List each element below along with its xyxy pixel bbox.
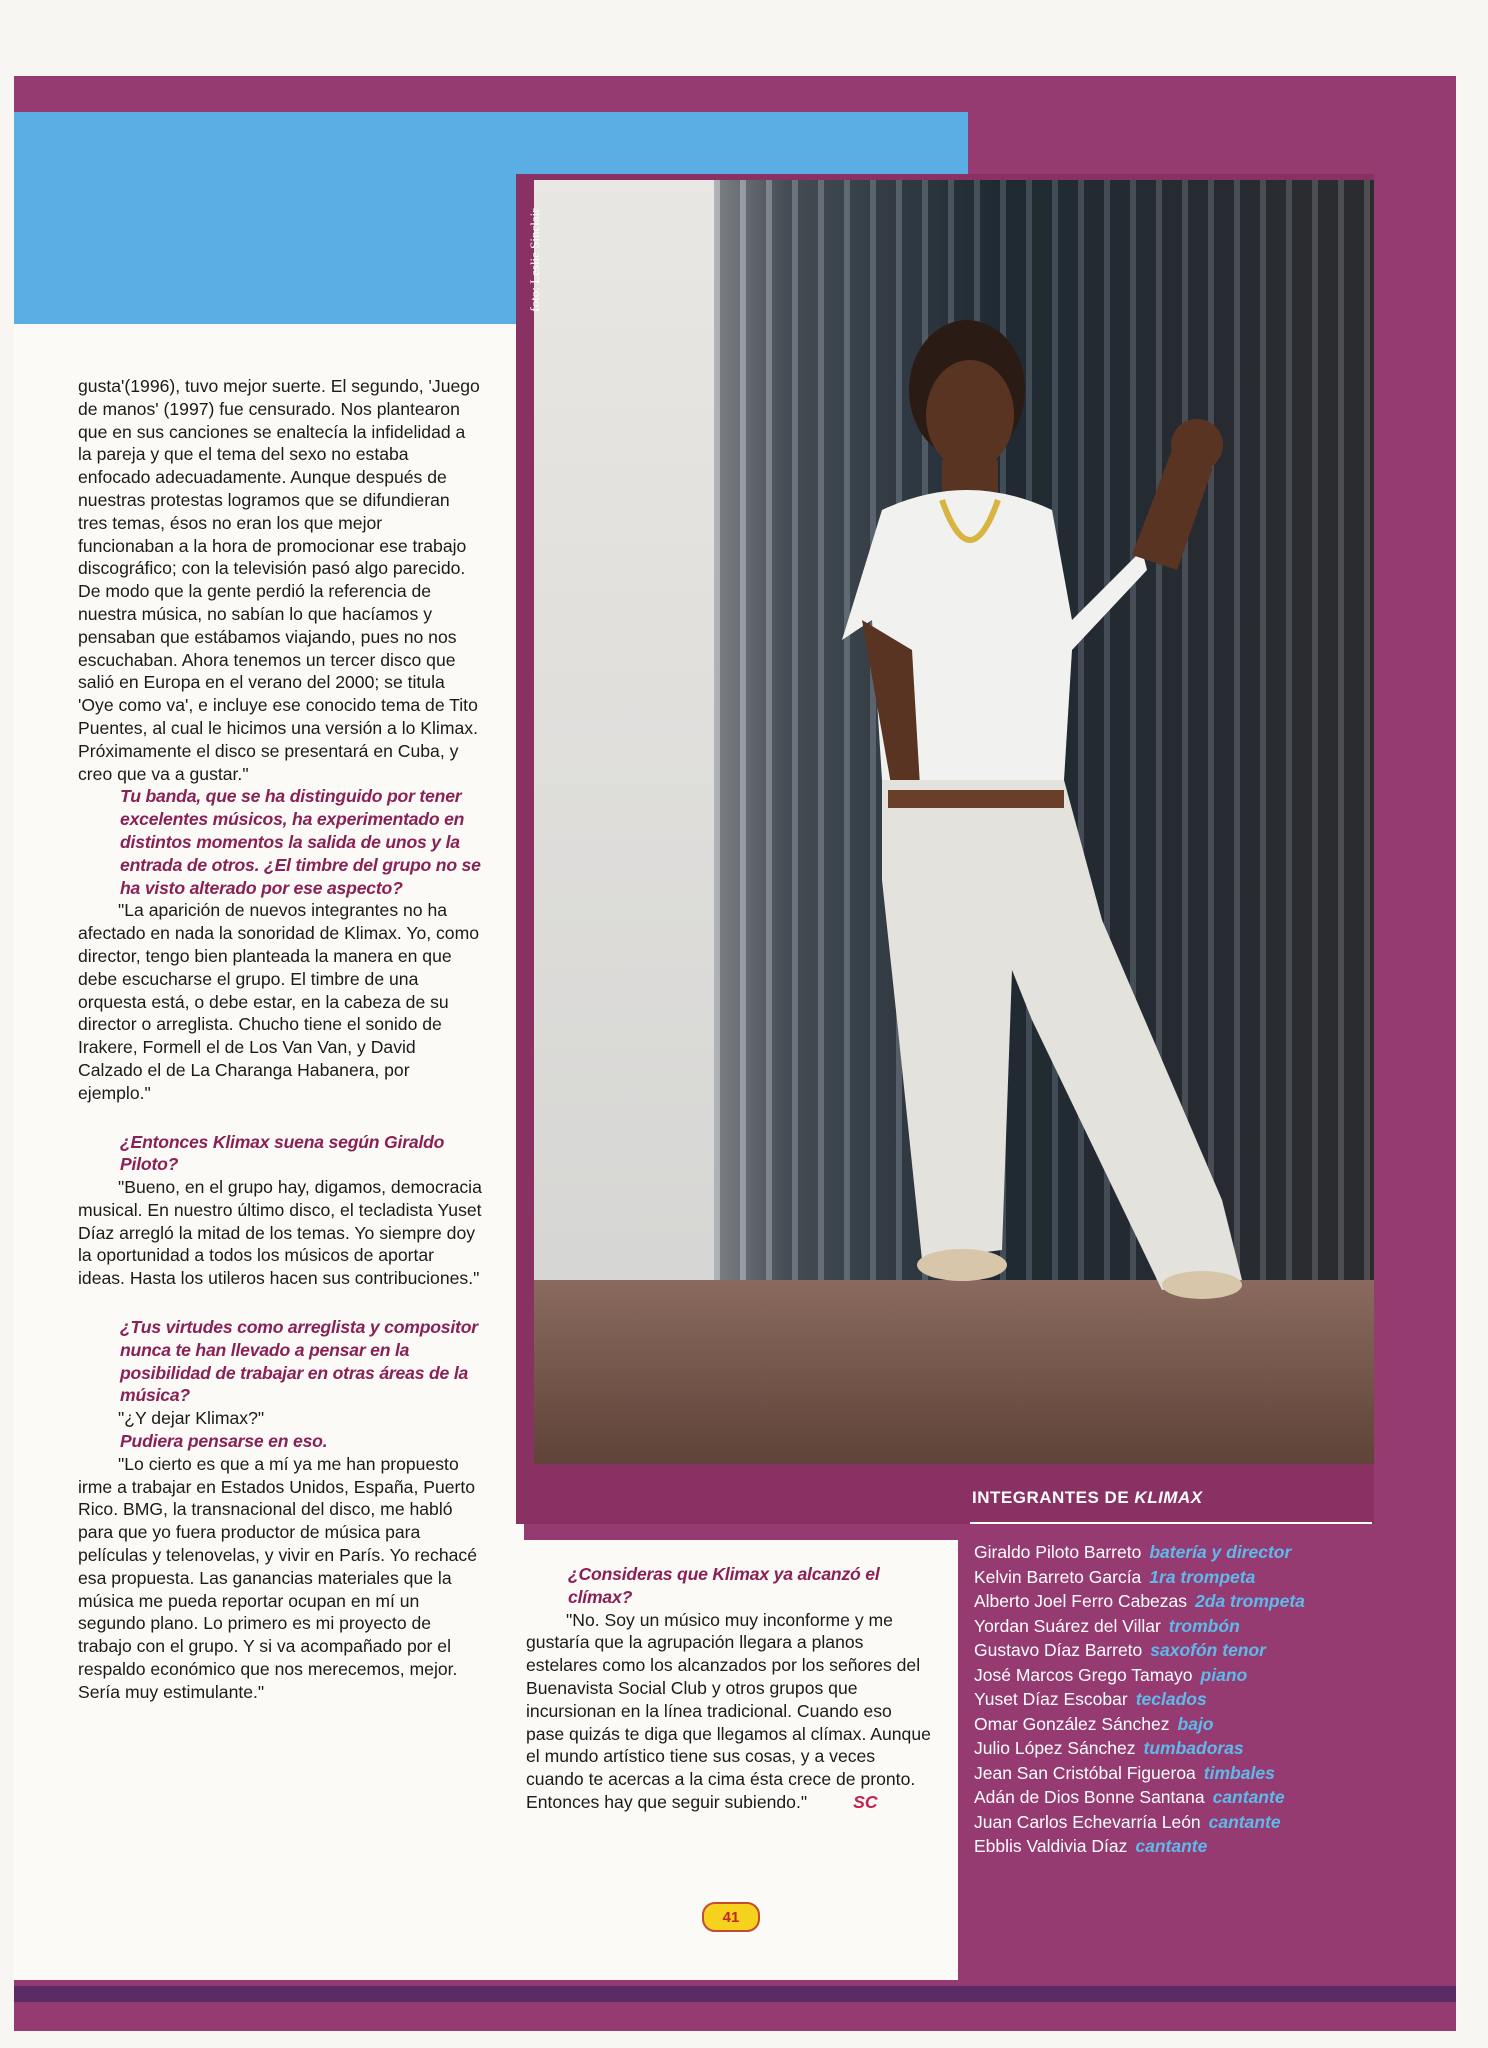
members-divider — [970, 1522, 1372, 1524]
interview-question: Pudiera pensarse en eso. — [120, 1431, 328, 1452]
answer-text: "No. Soy un músico muy inconforme y me gustaría que la agrupación llegara a planos estelares como los alcanzados por los señores del Buenavista Social Club y otros grupos que incursionan en la línea tradicional. Cuando eso pase quizás te diga que llegamos al clímax. Aunque el mundo artístico tiene sus cosas, y a veces cuando te acercas a la cima ésta crece de pronto. Entonces hay que seguir subiendo." — [526, 1609, 931, 1812]
member-row — [974, 1687, 1394, 1712]
article-paragraph: gusta'(1996), tuvo mejor suerte. El segundo, 'Juego de manos' (1997) fue censurado. Nos plantearon que en sus canciones se enaltecía la infidelidad a la pareja y que el tema del sexo no estaba enfocado adecuadamente. Aunque después de nuestras protestas logramos que se difundieran tres temas, ésos no eran los que mejor funcionaban a la hora de promocionar ese trabajo discográfico; con la televisión pasó algo parecido. De modo que la gente perdió la referencia de nuestra música, no sabían lo que hacíamos y pensaban que estábamos viajando, pues no nos escuchaban. Ahora tenemos un tercer disco que salió en Europa en el verano del 2000; se titula 'Oye como va', e incluye ese conocido tema de Tito Puentes, al cual le hicimos una versión a lo Klimax. Próximamente el disco se presentará en Cuba, y creo que va a gustar." — [78, 376, 480, 784]
member-name: Ebblis Valdivia Díaz — [974, 1836, 1128, 1856]
member-name: Omar González Sánchez — [974, 1713, 1170, 1734]
member-role: trombón — [1168, 1615, 1240, 1636]
member-name: Jean San Cristóbal Figueroa — [974, 1762, 1196, 1783]
interview-question: ¿Tus virtudes como arreglista y compositor nunca te han llevado a pensar en la posibilidad de trabajar en otras áreas de la música? — [120, 1317, 478, 1406]
article-column-2 — [526, 1563, 934, 1814]
interview-question: ¿Consideras que Klimax ya alcanzó el clímax? — [568, 1564, 880, 1607]
interview-answer: "La aparición de nuevos integrantes no ha afectado en nada la sonoridad de Klimax. Yo, como director, tengo bien planteada la manera en que debe escucharse el grupo. El timbre de una orquesta está, o debe estar, en la cabeza de su director o arreglista. Chucho tiene el sonido de Irakere, Formell el de Los Van Van, y David Calzado el de La Charanga Habanera, por ejemplo." — [78, 900, 480, 1103]
member-row — [974, 1736, 1394, 1761]
member-name: Julio López Sánchez — [974, 1738, 1136, 1758]
member-row — [974, 1565, 1394, 1590]
photo-credit: foto: Leslie Sinclair — [527, 208, 542, 312]
article-column-1 — [78, 375, 482, 1704]
member-role: cantante — [1208, 1811, 1281, 1832]
member-role: tumbadoras — [1143, 1738, 1244, 1758]
member-role: 2da trompeta — [1195, 1591, 1305, 1611]
member-name: Yuset Díaz Escobar — [974, 1689, 1128, 1709]
bottom-stripe — [14, 1986, 1456, 2002]
member-role: piano — [1200, 1664, 1248, 1685]
member-name: Alberto Joel Ferro Cabezas — [974, 1591, 1188, 1611]
member-row — [974, 1663, 1394, 1688]
interview-question: Tu banda, que se ha distinguido por tener excelentes músicos, ha experimentado en distintos momentos la salida de unos y la entrada de otros. ¿El timbre del grupo no se ha visto alterado por ese aspecto? — [120, 786, 481, 898]
interview-answer: "Lo cierto es que a mí ya me han propuesto irme a trabajar en Estados Unidos, España, Puerto Rico. BMG, la transnacional del disco, me habló para que yo fuera productor de música para películas y telenovelas, y vivir en París. Yo rechacé esa propuesta. Las ganancias materiales que la música me pueda reportar ocupan en mí un segundo plano. Lo primero es mi proyecto de trabajo con el grupo. Y si va acompañado por el respaldo económico que nos merecemos, mejor. Sería muy estimulante." — [78, 1453, 478, 1702]
members-box-title — [972, 1488, 1372, 1518]
member-row — [974, 1638, 1394, 1663]
interview-answer: "Bueno, en el grupo hay, digamos, democracia musical. En nuestro último disco, el tecladista Yuset Díaz arregló la mitad de los temas. Yo siempre doy la oportunidad a todos los músicos de aportar ideas. Hasta los utileros hacen sus contribuciones." — [78, 1177, 482, 1289]
member-row — [974, 1712, 1394, 1737]
member-role: bajo — [1177, 1713, 1214, 1734]
member-role: 1ra trompeta — [1149, 1566, 1256, 1587]
member-role: teclados — [1135, 1689, 1207, 1709]
interview-answer — [526, 1609, 934, 1814]
member-row — [974, 1589, 1394, 1614]
musician-figure — [802, 320, 1262, 1370]
member-name: Gustavo Díaz Barreto — [974, 1640, 1143, 1660]
interview-answer: "¿Y dejar Klimax?" — [118, 1408, 265, 1429]
portrait-photo — [534, 180, 1374, 1464]
member-name: Kelvin Barreto García — [974, 1566, 1142, 1587]
sc-logo-icon: SC — [853, 1791, 878, 1812]
member-name: Juan Carlos Echevarría León — [974, 1811, 1201, 1832]
page-number-badge: 41 — [702, 1902, 760, 1932]
member-name: Giraldo Piloto Barreto — [974, 1542, 1142, 1562]
member-name: José Marcos Grego Tamayo — [974, 1664, 1193, 1685]
member-row — [974, 1810, 1394, 1835]
interview-question: ¿Entonces Klimax suena según Giraldo Piloto? — [120, 1131, 445, 1175]
member-role: timbales — [1203, 1762, 1275, 1783]
members-title-prefix: INTEGRANTES DE — [972, 1488, 1130, 1507]
container-door — [534, 180, 714, 1330]
member-role: cantante — [1212, 1787, 1285, 1807]
member-role: saxofón tenor — [1150, 1640, 1266, 1660]
member-row — [974, 1614, 1394, 1639]
members-list — [974, 1540, 1394, 1859]
member-row — [974, 1761, 1394, 1786]
member-row — [974, 1834, 1394, 1859]
member-role: batería y director — [1149, 1542, 1292, 1562]
member-role: cantante — [1135, 1836, 1208, 1856]
member-name: Yordan Suárez del Villar — [974, 1615, 1161, 1636]
member-name: Adán de Dios Bonne Santana — [974, 1787, 1205, 1807]
member-row — [974, 1540, 1394, 1565]
member-row — [974, 1785, 1394, 1810]
members-title-name: KLIMAX — [1134, 1488, 1203, 1507]
